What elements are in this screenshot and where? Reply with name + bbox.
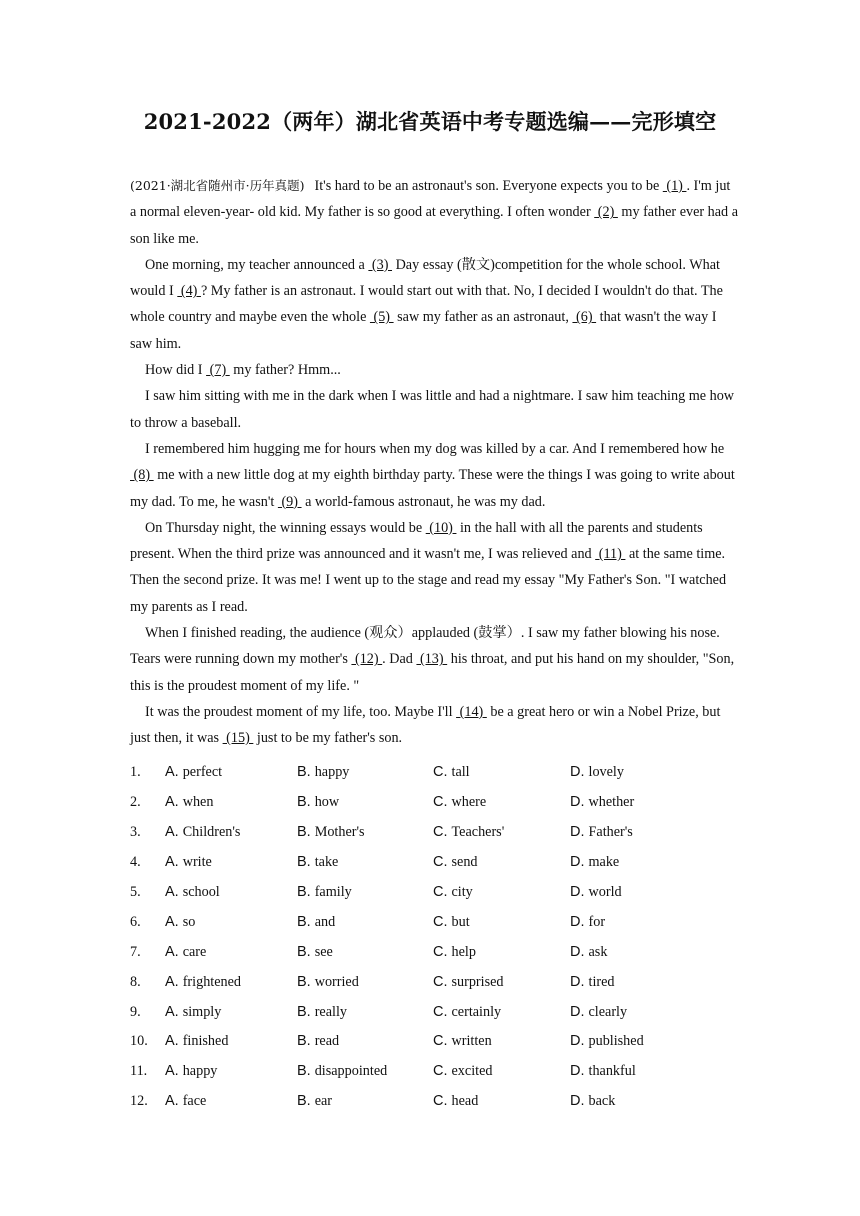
- option-text: take: [314, 854, 339, 871]
- option-text: disappointed: [314, 1063, 388, 1080]
- passage-text: Day essay (散文)competition for the whole school. What would I: [130, 256, 720, 300]
- answer-option: [297, 764, 349, 781]
- option-letter: D.: [570, 1003, 585, 1020]
- answer-blank: (12): [351, 651, 383, 668]
- option-text: make: [588, 854, 620, 871]
- option-letter: D.: [570, 794, 585, 811]
- option-letter: C.: [433, 824, 448, 841]
- passage-text: . I'm jut a normal eleven-year- old kid. My father is so good at everything. I often wonder: [130, 178, 731, 221]
- option-letter: D.: [570, 824, 585, 841]
- option-text: Father's: [588, 824, 633, 841]
- option-text: lovely: [588, 764, 624, 781]
- answer-option: [165, 1033, 228, 1050]
- option-letter: D.: [570, 764, 585, 781]
- option-letter: B.: [297, 1093, 311, 1110]
- option-text: really: [314, 1003, 347, 1020]
- answer-option: [297, 974, 359, 991]
- option-letter: C.: [433, 1033, 448, 1050]
- option-letter: A.: [165, 1033, 179, 1050]
- option-letter: D.: [570, 884, 585, 900]
- passage-text: my father? Hmm...: [229, 362, 341, 379]
- option-text: head: [451, 1093, 479, 1110]
- answer-option: [297, 1093, 332, 1110]
- question-row: [130, 907, 750, 937]
- answer-option: [297, 794, 339, 811]
- question-options-list: [130, 758, 750, 1117]
- option-text: published: [588, 1033, 644, 1050]
- passage-text: I saw him sitting with me in the dark when I was little and had a nightmare. I saw him teaching me how to throw a baseball.: [130, 388, 735, 431]
- answer-option: [570, 944, 607, 961]
- option-letter: A.: [165, 913, 179, 930]
- option-letter: A.: [165, 1093, 179, 1110]
- answer-blank: (9): [277, 493, 302, 510]
- answer-option: [297, 824, 365, 841]
- option-text: where: [451, 794, 487, 811]
- option-text: read: [314, 1033, 340, 1050]
- question-row: [130, 1057, 750, 1087]
- option-letter: B.: [297, 1063, 311, 1080]
- answer-option: [433, 764, 470, 781]
- answer-option: [165, 884, 220, 901]
- option-letter: C.: [433, 973, 448, 990]
- passage-text: that wasn't the way I saw him.: [130, 309, 717, 352]
- option-letter: B.: [297, 943, 311, 960]
- answer-option: [433, 974, 504, 991]
- option-text: frightened: [182, 973, 242, 990]
- option-text: worried: [314, 973, 359, 990]
- answer-option: [165, 794, 213, 811]
- option-text: simply: [182, 1003, 222, 1020]
- answer-option: [297, 1033, 339, 1050]
- option-letter: A.: [165, 943, 179, 960]
- option-text: tired: [588, 973, 615, 990]
- option-text: city: [451, 884, 473, 900]
- answer-option: [297, 884, 352, 901]
- answer-blank: (7): [206, 362, 230, 379]
- option-letter: D.: [570, 1033, 585, 1050]
- option-letter: C.: [433, 1003, 448, 1020]
- passage-text: my father ever had a son like me.: [130, 204, 738, 247]
- option-letter: C.: [433, 1063, 448, 1080]
- question-number: 7.: [130, 943, 141, 960]
- option-letter: C.: [433, 943, 448, 960]
- cloze-passage: [130, 173, 740, 752]
- option-text: help: [451, 943, 476, 960]
- passage-paragraph: [130, 252, 740, 357]
- option-letter: A.: [165, 764, 179, 781]
- option-text: surprised: [451, 973, 504, 990]
- question-number: 4.: [130, 854, 141, 871]
- passage-text: When I finished reading, the audience (观众）applauded (鼓掌）. I saw my father blowing his nose. Tears were running down my mother's: [130, 625, 720, 668]
- passage-paragraph: [130, 515, 740, 620]
- option-text: and: [314, 913, 336, 930]
- passage-text: at the same time. Then the second prize. It was me! I went up to the stage and read my essay "My Father's Son. "I watched my parents as I read.: [130, 546, 727, 615]
- passage-text: his throat, and put his hand on my shoulder, "Son, this is the proudest moment of my life. ": [130, 651, 735, 694]
- option-text: care: [182, 943, 207, 960]
- passage-text: One morning, my teacher announced a: [145, 256, 369, 273]
- option-letter: C.: [433, 794, 448, 811]
- answer-option: [165, 914, 195, 931]
- answer-option: [570, 974, 615, 991]
- answer-option: [297, 914, 335, 931]
- answer-option: [165, 1004, 221, 1021]
- answer-option: [433, 1093, 478, 1110]
- passage-paragraph: [130, 699, 740, 752]
- answer-option: [570, 1004, 627, 1021]
- option-text: ask: [588, 943, 608, 960]
- passage-paragraph: [130, 173, 740, 252]
- passage-text: I remembered him hugging me for hours when my dog was killed by a car. And I remembered how he: [145, 440, 725, 457]
- option-text: thankful: [588, 1063, 636, 1080]
- answer-option: [165, 764, 222, 781]
- answer-blank: (10): [425, 519, 457, 536]
- answer-blank: (2): [594, 204, 618, 221]
- option-letter: D.: [570, 854, 585, 871]
- option-text: Mother's: [314, 824, 365, 841]
- option-text: for: [588, 913, 606, 930]
- option-letter: B.: [297, 1033, 311, 1050]
- answer-option: [433, 914, 470, 931]
- option-text: world: [588, 884, 622, 900]
- option-text: perfect: [182, 764, 223, 781]
- option-letter: B.: [297, 973, 311, 990]
- option-text: family: [314, 884, 352, 900]
- document-title: 2021-2022（两年）湖北省英语中考专题选编——完形填空: [143, 109, 717, 134]
- question-number: 12.: [130, 1093, 148, 1110]
- question-number: 10.: [130, 1033, 148, 1050]
- passage-paragraph: [130, 383, 740, 436]
- question-number: 8.: [130, 973, 141, 990]
- option-letter: B.: [297, 824, 311, 841]
- answer-option: [433, 1004, 501, 1021]
- option-letter: D.: [570, 973, 585, 990]
- passage-text: a world-famous astronaut, he was my dad.: [301, 493, 546, 510]
- answer-blank: (8): [130, 467, 154, 484]
- answer-option: [433, 944, 476, 961]
- passage-paragraph: [130, 357, 740, 383]
- option-text: finished: [182, 1033, 229, 1050]
- option-text: when: [182, 794, 214, 811]
- answer-option: [570, 854, 619, 871]
- answer-option: [570, 1063, 636, 1080]
- question-row: [130, 848, 750, 878]
- option-text: clearly: [588, 1003, 628, 1020]
- question-number: 11.: [130, 1063, 148, 1080]
- passage-text: ? My father is an astronaut. I would start out with that. No, I decided I wouldn't do that. The whole country and maybe even the whole: [130, 283, 723, 326]
- option-letter: D.: [570, 1093, 585, 1110]
- option-letter: C.: [433, 884, 448, 900]
- question-number: 3.: [130, 824, 141, 841]
- option-letter: A.: [165, 1003, 179, 1020]
- option-letter: C.: [433, 854, 448, 871]
- question-row: [130, 997, 750, 1027]
- answer-option: [570, 764, 624, 781]
- answer-option: [433, 854, 478, 871]
- passage-text: It's hard to be an astronaut's son. Everyone expects you to be: [314, 178, 663, 194]
- answer-option: [165, 854, 212, 871]
- option-letter: B.: [297, 764, 311, 781]
- option-letter: D.: [570, 913, 585, 930]
- passage-text: It was the proudest moment of my life, too. Maybe I'll: [145, 703, 457, 720]
- option-letter: D.: [570, 1063, 585, 1080]
- option-text: see: [314, 943, 333, 960]
- answer-blank: (11): [595, 546, 626, 563]
- answer-option: [433, 884, 473, 901]
- question-row: [130, 1087, 750, 1117]
- option-letter: A.: [165, 794, 179, 811]
- option-letter: B.: [297, 854, 311, 871]
- passage-text: be a great hero or win a Nobel Prize, but just then, it was: [130, 703, 721, 747]
- answer-option: [165, 1063, 217, 1080]
- option-letter: B.: [297, 913, 311, 930]
- passage-paragraph: [130, 620, 740, 699]
- answer-option: [570, 914, 605, 931]
- option-letter: B.: [297, 884, 311, 900]
- answer-option: [297, 1063, 387, 1080]
- option-letter: C.: [433, 913, 448, 930]
- answer-option: [165, 1093, 206, 1110]
- question-row: [130, 788, 750, 818]
- option-letter: B.: [297, 1003, 311, 1020]
- option-text: tall: [451, 764, 470, 781]
- question-number: 1.: [130, 764, 141, 781]
- option-text: back: [588, 1093, 616, 1110]
- source-label: (2021·湖北省随州市·历年真题): [130, 178, 305, 193]
- option-letter: A.: [165, 1063, 179, 1080]
- answer-blank: (15): [222, 730, 254, 747]
- option-text: but: [451, 913, 470, 930]
- question-row: [130, 1027, 750, 1057]
- option-letter: A.: [165, 884, 179, 900]
- option-letter: B.: [297, 794, 311, 811]
- question-number: 6.: [130, 913, 141, 930]
- question-row: [130, 937, 750, 967]
- option-letter: C.: [433, 1093, 448, 1110]
- answer-option: [570, 824, 633, 841]
- answer-blank: (4): [177, 283, 201, 300]
- answer-blank: (13): [416, 651, 448, 668]
- answer-option: [433, 1063, 492, 1080]
- passage-text: saw my father as an astronaut,: [393, 309, 573, 326]
- question-number: 5.: [130, 884, 141, 900]
- option-text: school: [182, 884, 220, 900]
- question-number: 2.: [130, 794, 141, 811]
- answer-option: [165, 944, 206, 961]
- option-letter: D.: [570, 943, 585, 960]
- question-row: [130, 878, 750, 908]
- answer-option: [570, 1093, 615, 1110]
- answer-option: [165, 974, 241, 991]
- answer-option: [297, 854, 338, 871]
- question-row: [130, 758, 750, 788]
- answer-option: [433, 1033, 492, 1050]
- passage-text: me with a new little dog at my eighth birthday party. These were the things I was going to write about my dad. To me, he wasn't: [130, 467, 735, 510]
- question-row: [130, 818, 750, 848]
- question-number: 9.: [130, 1003, 141, 1020]
- passage-text: How did I: [145, 362, 207, 379]
- option-text: happy: [182, 1063, 218, 1080]
- option-text: write: [182, 854, 212, 871]
- option-text: certainly: [451, 1003, 502, 1020]
- answer-blank: (3): [368, 256, 393, 273]
- answer-blank: (14): [456, 703, 487, 720]
- option-text: written: [451, 1033, 492, 1050]
- answer-option: [297, 1004, 347, 1021]
- passage-text: On Thursday night, the winning essays would be: [145, 519, 426, 536]
- passage-text: just to be my father's son.: [253, 730, 403, 747]
- passage-text: . Dad: [382, 651, 417, 668]
- answer-blank: (5): [369, 309, 394, 326]
- answer-option: [570, 1033, 644, 1050]
- passage-paragraph: [130, 436, 740, 515]
- answer-blank: (1): [662, 178, 687, 194]
- answer-option: [297, 944, 333, 961]
- answer-option: [433, 824, 504, 841]
- option-text: excited: [451, 1063, 493, 1080]
- passage-text: in the hall with all the parents and students present. When the third prize was announced and it wasn't me, I was relieved and: [130, 519, 703, 563]
- answer-option: [165, 824, 240, 841]
- option-text: Teachers': [451, 824, 505, 841]
- option-text: how: [314, 794, 340, 811]
- option-text: ear: [314, 1093, 333, 1110]
- option-text: happy: [314, 764, 350, 781]
- option-letter: C.: [433, 764, 448, 781]
- option-text: so: [182, 913, 196, 930]
- option-text: face: [182, 1093, 207, 1110]
- question-row: [130, 967, 750, 997]
- answer-option: [570, 884, 622, 901]
- option-text: whether: [588, 794, 635, 811]
- answer-option: [570, 794, 634, 811]
- answer-option: [433, 794, 486, 811]
- option-text: Children's: [182, 824, 241, 841]
- option-letter: A.: [165, 824, 179, 841]
- option-letter: A.: [165, 854, 179, 871]
- option-text: send: [451, 854, 478, 871]
- option-letter: A.: [165, 973, 179, 990]
- answer-blank: (6): [572, 309, 597, 326]
